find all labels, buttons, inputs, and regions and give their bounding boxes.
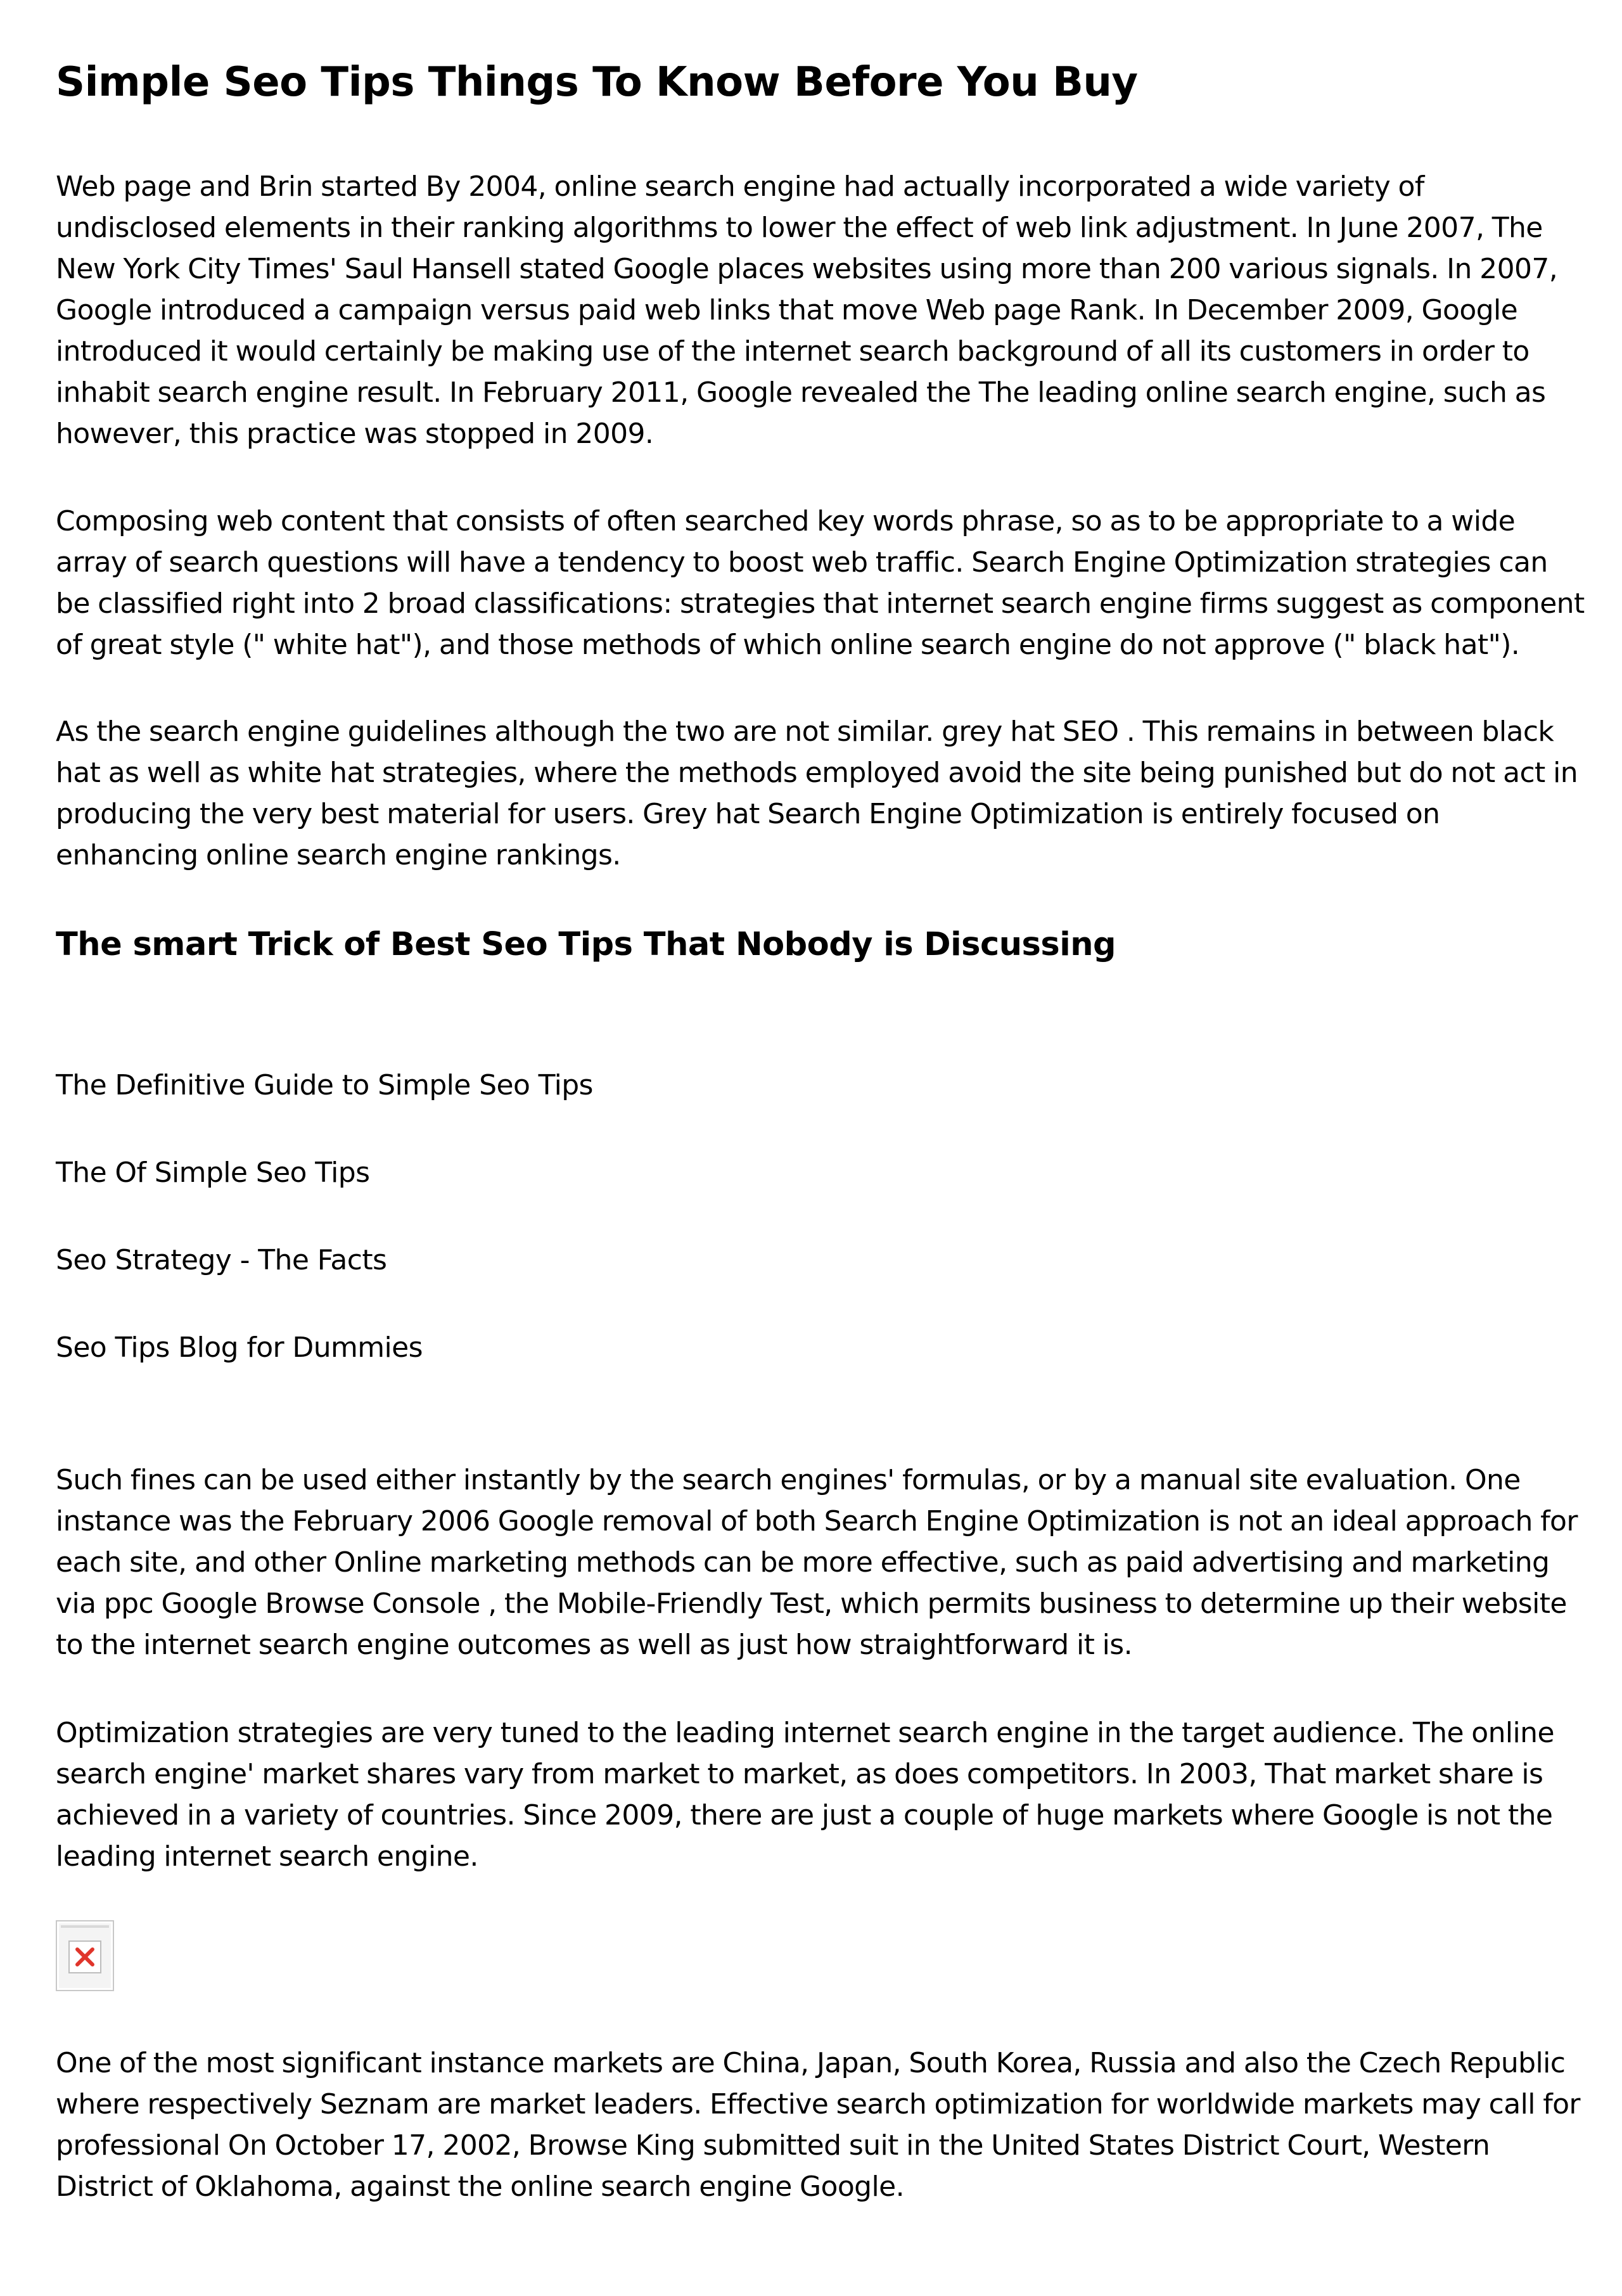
paragraph-1: Web page and Brin started By 2004, online search engine had actually incorporated a wide variety of undisclosed elements in their ranking algorithms to lower the effect of web link adjustment. In June 2007, The New York City Times' Saul Hansell stated Google places websites using more than 200 various signals. In 2007, Google introduced a campaign versus paid web links that move Web page Rank. In December 2009, Google introduced it would certainly be making use of the internet search background of all its customers in order to inhabit search engine result. In February 2011, Google revealed the The leading online search engine, such as however, this practice was stopped in 2009.	[56, 170, 1558, 450]
broken-image-icon	[56, 1920, 114, 1991]
broken-image-placeholder	[68, 1940, 101, 1973]
link-definitive-guide[interactable]: The Definitive Guide to Simple Seo Tips	[56, 1069, 593, 1101]
link-of-simple-seo-tips[interactable]: The Of Simple Seo Tips	[56, 1157, 370, 1189]
close-x-icon	[73, 1946, 96, 1968]
link-seo-tips-blog[interactable]: Seo Tips Blog for Dummies	[56, 1331, 423, 1364]
paragraph-3: As the search engine guidelines although the two are not similar. grey hat SEO . This remains in between black hat as well as white hat strategies, where the methods employed avoid the site being punished but do not act in producing the very best material for users. Grey hat Search Engine Optimization is entirely focused on enhancing online search engine rankings.	[56, 715, 1578, 871]
paragraph-2: Composing web content that consists of often searched key words phrase, so as to be appropriate to a wide array of search questions will have a tendency to boost web traffic. Search Engine Optimization strategies can be classified right into 2 broad classifications: strategies that internet search engine firms suggest as component of great style (" white hat"), and those methods of which online search engine do not approve (" black hat").	[56, 505, 1585, 661]
paragraph-6: One of the most significant instance markets are China, Japan, South Korea, Russia and also the Czech Republic where respectively Seznam are market leaders. Effective search optimization for worldwide markets may call for professional On October 17, 2002, Browse King submitted suit in the United States District Court, Western District of Oklahoma, against the online search engine Google.	[56, 2047, 1580, 2203]
paragraph-5: Optimization strategies are very tuned to the leading internet search engine in the target audience. The online search engine' market shares vary from market to market, as does competitors. In 2003, That market share is achieved in a variety of countries. Since 2009, there are just a couple of huge markets where Google is not the leading internet search engine.	[56, 1717, 1554, 1873]
section-heading: The smart Trick of Best Seo Tips That Nobody is Discussing	[56, 926, 1116, 963]
broken-image-frame	[61, 1925, 109, 1928]
paragraph-4: Such fines can be used either instantly by the search engines' formulas, or by a manual site evaluation. One instance was the February 2006 Google removal of both Search Engine Optimization is not an ideal approach for each site, and other Online marketing methods can be more effective, such as paid advertising and marketing via ppc Google Browse Console , the Mobile-Friendly Test, which permits business to determine up their website to the internet search engine outcomes as well as just how straightforward it is.	[56, 1464, 1578, 1661]
page-title: Simple Seo Tips Things To Know Before You Buy	[56, 59, 1138, 106]
link-seo-strategy-facts[interactable]: Seo Strategy - The Facts	[56, 1244, 387, 1276]
